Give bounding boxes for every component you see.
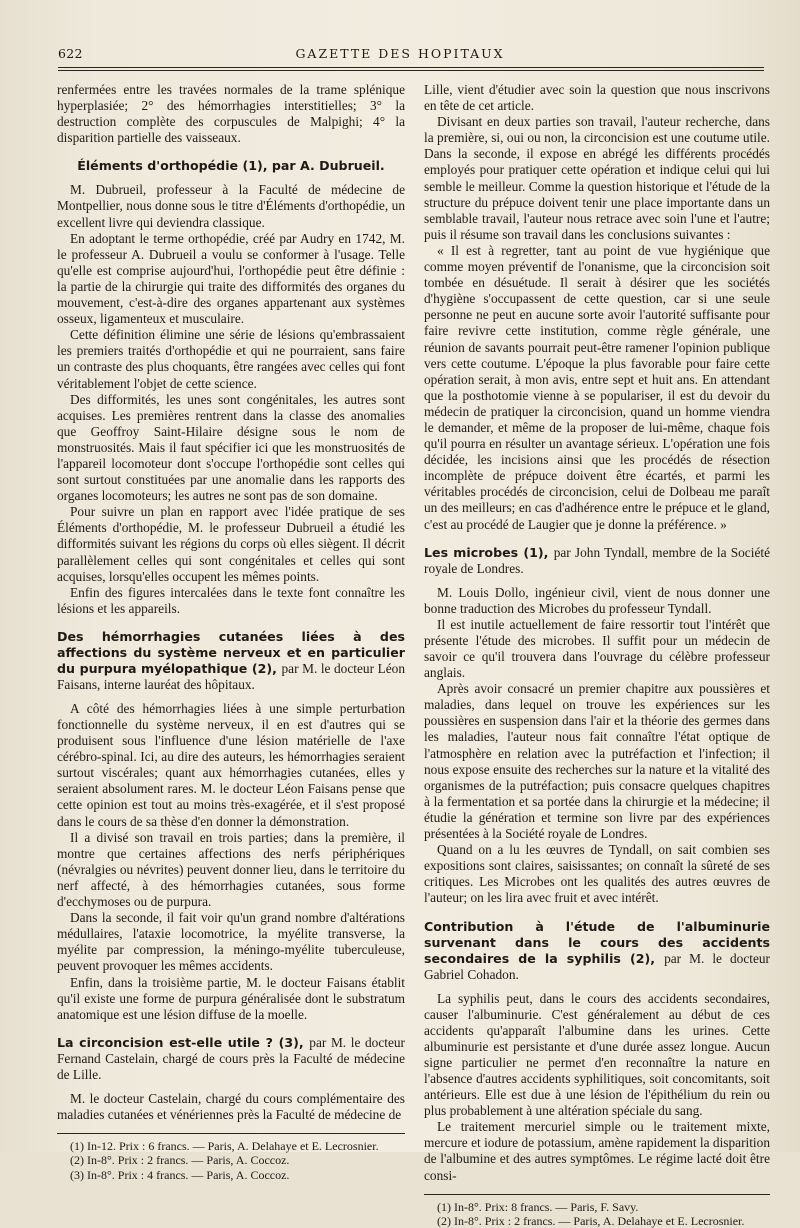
paragraph: Il est inutile actuellement de faire ressortir tout l'intérêt que présente l'étude des microbes. Il suffit pour un médecin de savoir ce qu'il trouvera dans l'ouvrage du célèbre professeur anglais. <box>424 616 770 681</box>
section-title-albuminurie <box>424 919 770 983</box>
footnote: (1) In-8°. Prix: 8 francs. — Paris, F. Savy. <box>437 1199 639 1214</box>
paragraph: Pour suivre un plan en rapport avec l'idée pratique de ses Éléments d'orthopédie, M. le professeur Dubrueil a étudié les difformités suivant les régions du corps où elles siègent. Il décrit parallèlement celles qui sont congénitales et celles qui sont acquises, lorsqu'elles occupent les mêmes points. <box>57 504 405 584</box>
section-title-byline: par M. le docteur Léon Faisans, interne lauréat des hôpitaux. <box>57 660 405 692</box>
paragraph: A côté des hémorrhagies liées à une simple perturbation fonctionnelle du système nerveux, il en est d'autres qui se produisent sous l'influence d'une lésion matérielle de l'axe cérébro-spinal. Ici, au dire des auteurs, les hémorrhagies seraient surtout viscérales; quant aux hémorrhagies cutanées, elles y seraient absolument rares. M. le docteur Léon Faisans pense que cette opinion est tout au moins très-exagérée, et il s'est proposé dans le cours de sa thèse d'en donner la démonstration. <box>57 700 405 829</box>
section-title-main: La circoncision est-elle utile ? (3), <box>57 1034 304 1050</box>
paragraph: M. le docteur Castelain, chargé du cours complémentaire des maladies cutanées et vénériennes près la Faculté de médecine de <box>57 1090 405 1122</box>
paragraph: Il a divisé son travail en trois parties; dans la première, il montre que certaines affections des nerfs périphériques (névralgies ou névrites) peuvent donner lieu, dans le territoire du nerf affecté, à des hémorrhagies cutanées, sous forme d'ecchymoses ou de purpura. <box>57 829 405 910</box>
paragraph: La syphilis peut, dans le cours des accidents secondaires, causer l'albuminurie. C'est généralement au début de ces accidents qu'apparaît l'albumine dans les urines. Cette albuminurie est persistante et d'une durée assez longue. Aucun signe particulier ne permet d'en reconnaître la nature en l'absence d'autres accidents syphilitiques, soit concomitants, soit antérieurs. Elle est due à une lésion de l'épithélium du rein ou plus probablement à une altération spéciale du sang. <box>424 990 770 1119</box>
paragraph: Enfin des figures intercalées dans le texte font connaître les lésions et les appareils. <box>57 584 405 616</box>
footnote-rule <box>57 1133 405 1134</box>
paragraph: Quand on a lu les œuvres de Tyndall, on sait combien ses expositions sont claires, saisissantes; on connaît la sûreté de ses critiques. Les Microbes ont les qualités des autres œuvres de l'auteur; on les lira avec fruit et avec intérêt. <box>424 842 770 906</box>
paragraph: M. Louis Dollo, ingénieur civil, vient de nous donner une bonne traduction des Microbes du professeur Tyndall. <box>424 584 770 616</box>
section-title-hemorrhagies <box>57 629 405 693</box>
section-title-byline: par John Tyndall, membre de la Société royale de Londres. <box>424 544 770 576</box>
footnote: (3) In-8°. Prix : 4 francs. — Paris, A. Coccoz. <box>70 1167 290 1182</box>
footnote: (1) In-12. Prix : 6 francs. — Paris, A. Delahaye et E. Lecrosnier. <box>70 1138 379 1153</box>
paragraph: Enfin, dans la troisième partie, M. le docteur Faisans établit qu'il existe une forme de purpura généralisée dont le substratum anatomique est une lésion diffuse de la moelle. <box>57 974 405 1022</box>
section-title-orthopedie: Éléments d'orthopédie (1), par A. Dubrueil. <box>77 158 385 174</box>
left-column <box>57 82 405 1182</box>
paragraph: Lille, vient d'étudier avec soin la question que nous inscrivons en tête de cet article. <box>424 82 770 114</box>
paragraph: Divisant en deux parties son travail, l'auteur recherche, dans la première, si, oui ou non, la circoncision est une coutume utile. Dans la seconde, il expose en abrégé les différents procédés employés pour pratiquer cette opération et indique celui qui lui semble le meilleur. Comme la question historique et l'étude de la structure du prépuce doivent tenir une place importante dans un semblable travail, l'auteur nous retrace avec soin l'une et l'autre; puis il résume son travail dans les conclusions suivantes : <box>424 114 770 242</box>
paragraph: renfermées entre les travées normales de la trame splénique hyperplasiée; 2° des hémorrhagies interstitielles; 3° la destruction complète des corpuscules de Malpighi; 4° la disparition partielle des vaisseaux. <box>57 82 405 146</box>
paragraph: M. Dubrueil, professeur à la Faculté de médecine de Montpellier, nous donne sous le titre d'Éléments d'orthopédie, un excellent livre qui deviendra classique. <box>57 182 405 230</box>
paragraph: Cette définition élimine une série de lésions qu'embrassaient les premiers traités d'orthopédie et qui ne pourraient, sans faire un contraste des plus choquants, être rangées avec celles qui font véritablement l'objet de cette science. <box>57 327 405 391</box>
section-title-circoncision <box>57 1035 405 1083</box>
right-column <box>424 82 770 1228</box>
section-title-main: Contribution à l'étude de l'albuminurie survenant dans le cours des accidents secondaires de la syphilis (2), <box>424 918 770 966</box>
section-title-byline: par M. le docteur Fernand Castelain, chargé de cours près la Faculté de médecine de Lille. <box>57 1034 406 1082</box>
paragraph: Dans la seconde, il fait voir qu'un grand nombre d'altérations médullaires, l'ataxie locomotrice, la myélite transverse, la myélite par compression, la méningo-myélite tuberculeuse, peuvent provoquer les mêmes accidents. <box>57 910 405 974</box>
header-rule <box>58 67 764 71</box>
section-title-main: Des hémorrhagies cutanées liées à des affections du système nerveux et en particulier du purpura myélopathique (2), <box>57 628 405 676</box>
paragraph: En adoptant le terme orthopédie, créé par Audry en 1742, M. le professeur A. Dubrueil a voulu se conformer à l'usage. Telle qu'elle est comprise aujourd'hui, l'orthopédie peut être définie : la partie de la chirurgie qui traite des difformités des organes du mouvement, c'est-à-dire des organes appartenant aux systèmes osseux, ligamenteux et musculaire. <box>57 230 405 327</box>
running-title: GAZETTE DES HOPITAUX <box>295 46 505 61</box>
footnote: (2) In-8°. Prix : 2 francs. — Paris, A. Coccoz. <box>70 1153 290 1168</box>
paragraph: Après avoir consacré un premier chapitre aux poussières et maladies, dans lequel on trouve les expériences sur les poussières en suspension dans l'air et la théorie des germes dans les maladies, l'auteur nous fait connaître l'état optique de l'atmosphère en relation avec la putréfaction et l'infection; il nous expose ensuite des recherches sur la nature et la vitalité des organismes de la putréfaction; puis consacre quelques chapitres à la fermentation et sa portée dans la chirurgie et la médecine; il étudie la génération et termine son livre par des expériences présentées à la Société royale de Londres. <box>424 681 770 842</box>
paragraph: Des difformités, les unes sont congénitales, les autres sont acquises. Les premières rentrent dans la classe des anomalies que Geoffroy Saint-Hilaire désigne sous le nom de monstruosités. Mais il faut spécifier ici que les monstruosités de l'appareil locomoteur dont s'occupe l'orthopédie sont celles qui sont surtout constituées par une anomalie dans les rapports des organes locomoteurs; les autres ne sont pas de son domaine. <box>57 391 405 504</box>
paragraph: Le traitement mercuriel simple ou le traitement mixte, mercure et iodure de potassium, amène rapidement la disparition de l'albumine et des autres symptômes. Le régime lacté doit être consi- <box>424 1119 770 1183</box>
section-title-byline: par M. le docteur Gabriel Cohadon. <box>424 950 770 982</box>
page-number: 622 <box>58 46 83 61</box>
footnote-rule <box>424 1194 770 1195</box>
footnote: (2) In-8°. Prix : 2 francs. — Paris, A. Delahaye et E. Lecrosnier. <box>437 1213 745 1228</box>
section-title-microbes <box>424 545 770 577</box>
quoted-conclusion: « Il est à regretter, tant au point de vue hygiénique que comme moyen préventif de l'onanisme, que la circoncision soit tombée en désuétude. Il serait à désirer que les sociétés d'hygiène s'occupassent de cette question, car si une seule personne ne peut en aucune sorte avoir l'autorité suffisante pour faire revivre cette institution, comme règle générale, une réunion de savants pourrait peut-être ramener l'opinion publique vers cette coutume. L'époque la plus favorable pour faire cette opération serait, à mon avis, entre sept et huit ans. En attendant que la posthotomie vienne à se populariser, il est du devoir du médecin de pratiquer la circoncision, quand un homme viendra le demander, et même de la proposer de lui-même, chaque fois qu'il pourra en résulter un avantage sérieux. L'opération une fois décidée, les incisions ainsi que les procédés de résection incomplète de prépuce doivent être écartés, et parmi les véritables procédés de circoncision, celui de Dolbeau me paraît un des meilleurs; en cas d'adhérence entre le prépuce et le gland, c'est au procédé de Laugier que je donne la préférence. » <box>424 242 770 532</box>
section-title-main: Les microbes (1), <box>424 544 549 560</box>
